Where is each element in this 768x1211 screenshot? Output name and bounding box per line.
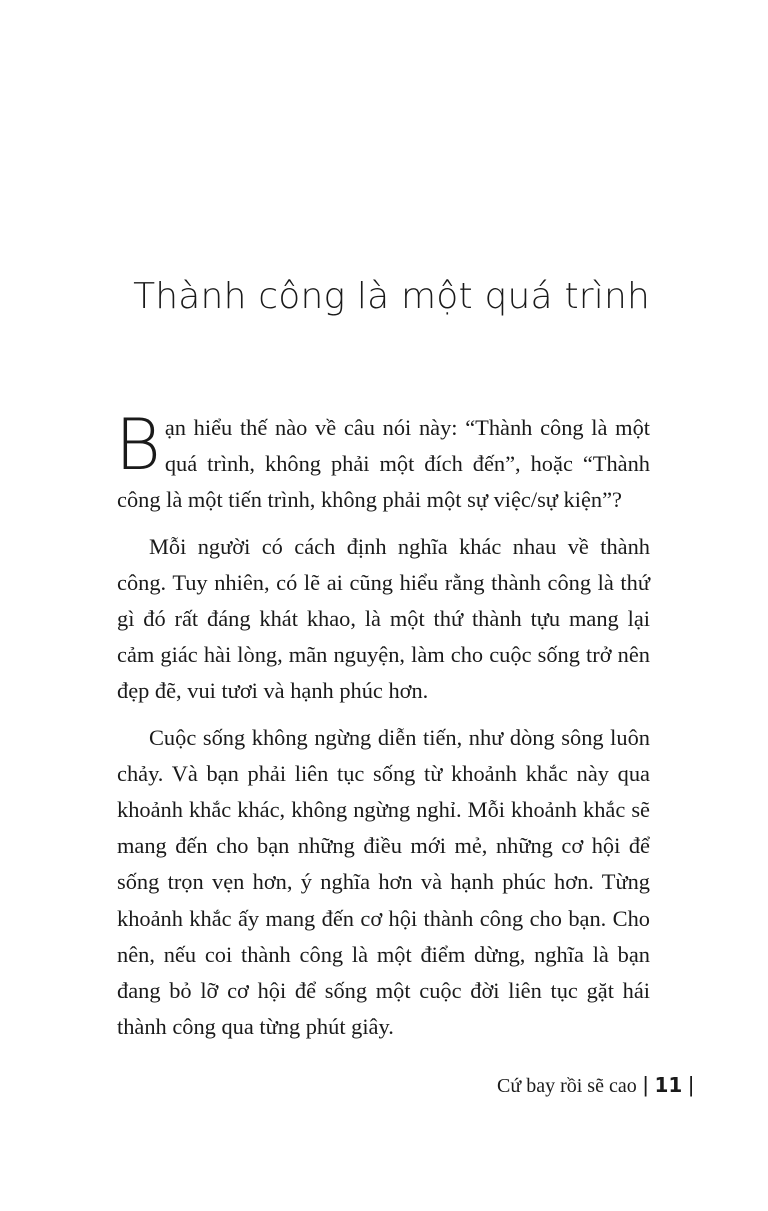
paragraph-1-text: ạn hiểu thế nào về câu nói này: “Thành công là một quá trình, không phải một đích đến”, hoặc “Thành công là một tiến trình, không phải một sự việc/sự kiện”? [117, 415, 650, 513]
page-footer [497, 1072, 700, 1098]
chapter-title: Thành công là một quá trình [133, 276, 650, 317]
paragraph-2: Mỗi người có cách định nghĩa khác nhau về thành công. Tuy nhiên, có lẽ ai cũng hiểu rằng thành công là thứ gì đó rất đáng khát khao, là một thứ thành tựu mang lại cảm giác hài lòng, mãn nguyện, làm cho cuộc sống trở nên đẹp đẽ, vui tươi và hạnh phúc hơn. [117, 533, 650, 704]
drop-cap: B [115, 404, 161, 486]
paragraph-1 [115, 404, 650, 519]
body-text [115, 404, 650, 1055]
footer-separator-left: | [642, 1072, 649, 1097]
page-number: 11 [654, 1073, 683, 1097]
running-book-title: Cứ bay rồi sẽ cao [497, 1075, 637, 1097]
footer-separator-right: | [688, 1072, 694, 1097]
paragraph-3: Cuộc sống không ngừng diễn tiến, như dòng sông luôn chảy. Và bạn phải liên tục sống từ khoảnh khắc này qua khoảnh khắc khác, không ngừng nghỉ. Mỗi khoảnh khắc sẽ mang đến cho bạn những điều mới mẻ, những cơ hội để sống trọn vẹn hơn, ý nghĩa hơn và hạnh phúc hơn. Từng khoảnh khắc ấy mang đến cơ hội thành công cho bạn. Cho nên, nếu coi thành công là một điểm dừng, nghĩa là bạn đang bỏ lỡ cơ hội để sống một cuộc đời liên tục gặt hái thành công qua từng phút giây. [117, 724, 650, 1040]
